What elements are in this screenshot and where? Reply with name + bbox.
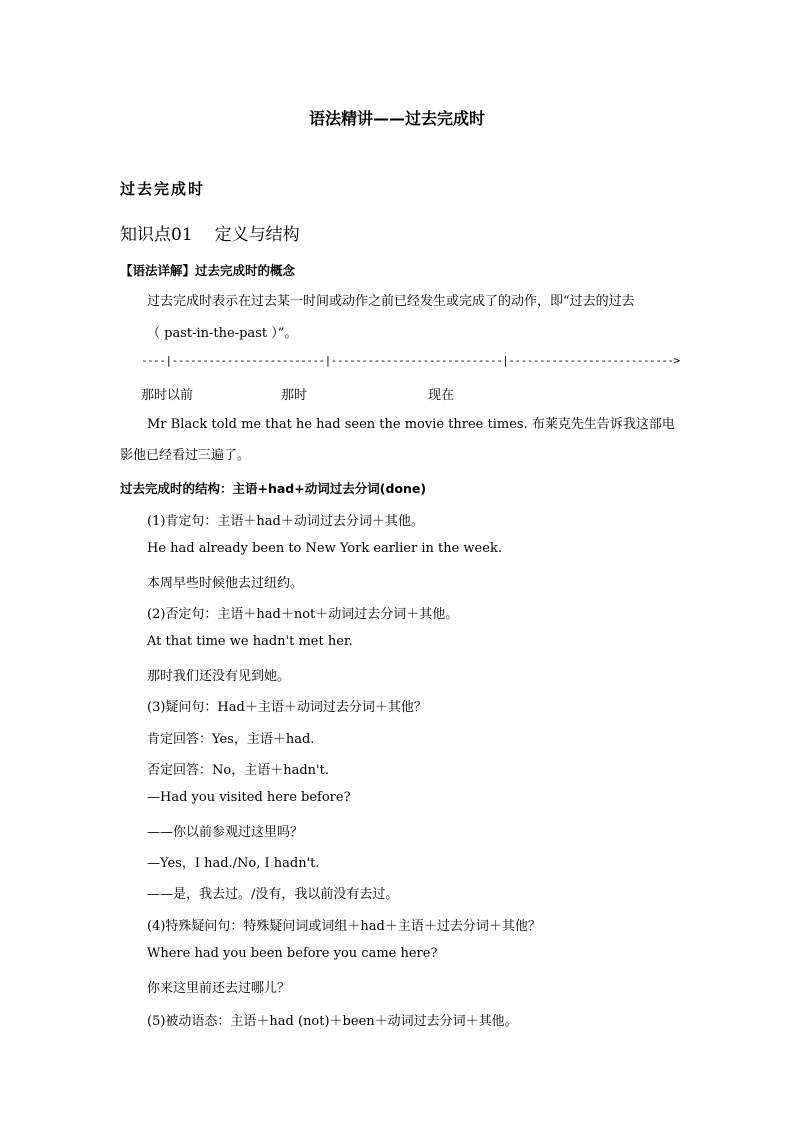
knowledge-point-heading [120,220,300,245]
structure-line: 本周早些时候他去过纽约。 [147,576,304,591]
page-title: 语法精讲——过去完成时 [308,109,485,128]
timeline-diagram: ----|-------------------------|----------------------------|---------------------------> [141,354,680,367]
example-text: Mr Black told me that he had seen the movie three times. 布莱克先生告诉我这部电影他已经看过三遍了。 [120,417,675,463]
structure-heading: 过去完成时的结构：主语+had+动词过去分词(done) [120,481,427,496]
grammar-subheading: 【语法详解】过去完成时的概念 [120,263,296,278]
structure-line: (5)被动语态：主语＋had (not)＋been＋动词过去分词＋其他。 [147,1014,518,1029]
structure-line: —Yes，I had./No, I hadn't. [147,856,320,871]
structure-line: ——是，我去过。/没有，我以前没有去过。 [147,887,399,902]
structure-line: 你来这里前还去过哪儿？ [147,981,291,996]
structure-line: (2)否定句：主语＋had＋not＋动词过去分词＋其他。 [147,607,459,622]
timeline-label-now: 现在 [428,388,455,403]
structure-line: Where had you been before you came here? [147,946,438,961]
structure-line: (3)疑问句：Had＋主语＋动词过去分词＋其他？ [147,700,427,715]
structure-line: At that time we hadn't met her. [147,634,353,649]
example-paragraph [120,409,675,471]
structure-line: 否定回答：No，主语＋hadn't. [147,763,329,778]
structure-line: 肯定回答：Yes，主语＋had. [147,732,315,747]
structure-line: (4)特殊疑问句：特殊疑问词或词组＋had＋主语＋过去分词＋其他？ [147,919,541,934]
knowledge-point-number: 知识点01 [120,225,193,245]
knowledge-point-name: 定义与结构 [214,225,300,245]
structure-line: —Had you visited here before? [147,790,351,805]
timeline-label-then: 那时 [281,388,308,403]
definition-line-1: 过去完成时表示在过去某一时间或动作之前已经发生或完成了的动作，即“过去的过去 [147,294,635,309]
structure-line: (1)肯定句：主语＋had＋动词过去分词＋其他。 [147,514,424,529]
definition-line-2: （ past-in-the-past ）”。 [147,326,298,341]
timeline-label-before: 那时以前 [141,388,194,403]
structure-line: ——你以前参观过这里吗？ [147,825,304,840]
structure-line: 那时我们还没有见到她。 [147,669,291,684]
section-heading: 过去完成时 [120,180,206,198]
structure-line: He had already been to New York earlier in the week. [147,541,502,556]
